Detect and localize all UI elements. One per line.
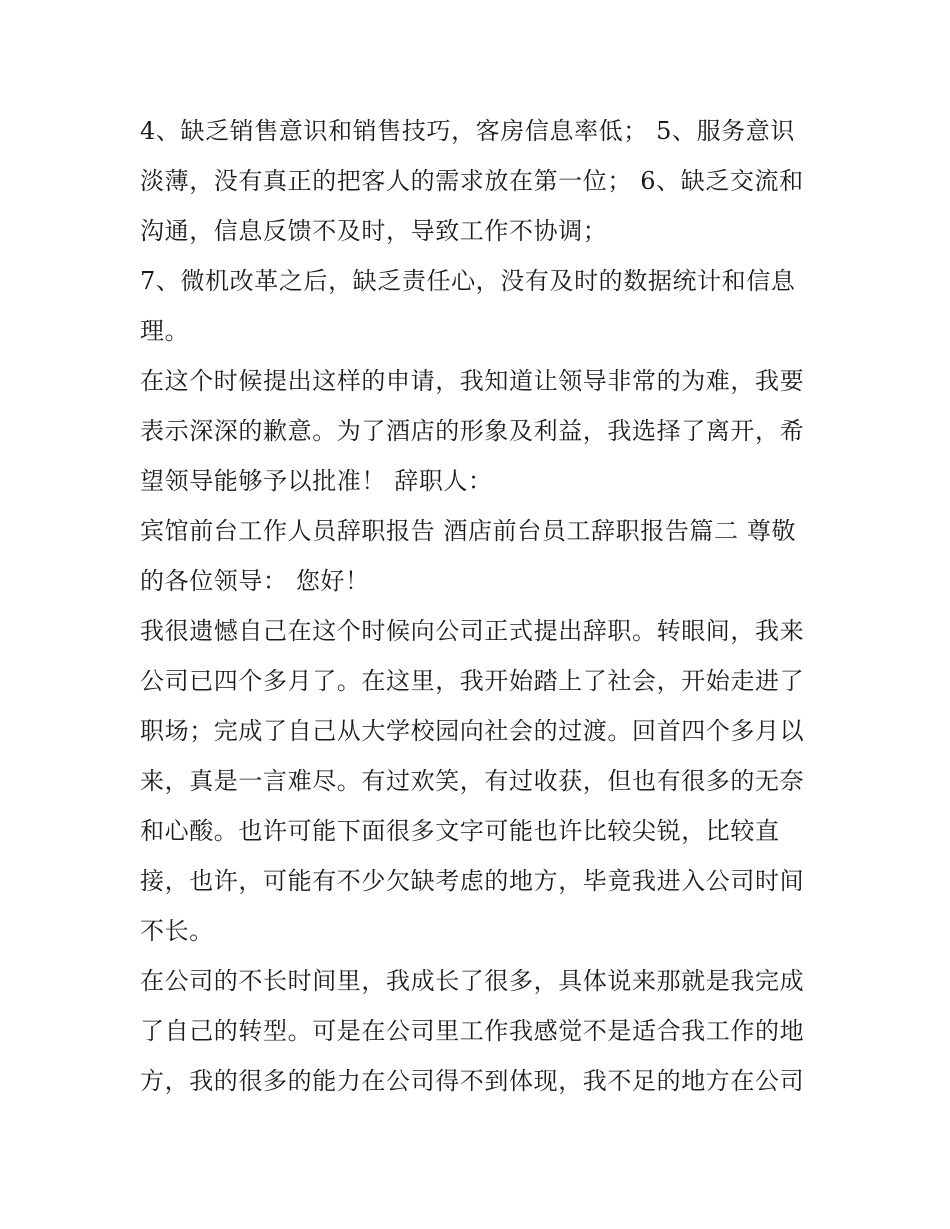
paragraph-growth (140, 956, 840, 1106)
text-line: 理。 (140, 317, 190, 345)
text-line: 表示深深的歉意。为了酒店的形象及利益，我选择了离开，希 (140, 417, 805, 445)
paragraph-apology (140, 356, 840, 506)
paragraph-resignation-intro (140, 606, 840, 956)
text-line: 来，真是一言难尽。有过欢笑，有过收获，但也有很多的无奈 (140, 767, 805, 795)
text-line: 望领导能够予以批准！ 辞职人： (140, 467, 493, 495)
text-line: 在这个时候提出这样的申请，我知道让领导非常的为难，我要 (140, 367, 805, 395)
text-line: 方，我的很多的能力在公司得不到体现，我不足的地方在公司 (140, 1067, 805, 1095)
text-line: 7、微机改革之后，缺乏责任心，没有及时的数据统计和信息 (140, 267, 796, 295)
text-line: 接，也许，可能有不少欠缺考虑的地方，毕竟我进入公司时间 (140, 867, 805, 895)
text-line: 公司已四个多月了。在这里，我开始踏上了社会，开始走进了 (140, 667, 805, 695)
paragraph-report-title (140, 506, 840, 606)
text-line: 的各位领导： 您好！ (140, 567, 370, 595)
paragraph-item-7 (140, 256, 840, 356)
text-line: 4、缺乏销售意识和销售技巧，客房信息率低； 5、服务意识 (140, 117, 795, 145)
paragraph-shortcomings (140, 106, 840, 256)
text-line: 沟通，信息反馈不及时，导致工作不协调； (140, 217, 608, 245)
document-body (140, 106, 840, 1106)
text-line: 职场；完成了自己从大学校园向社会的过渡。回首四个多月以 (140, 717, 805, 745)
text-line: 了自己的转型。可是在公司里工作我感觉不是适合我工作的地 (140, 1017, 805, 1045)
text-line: 我很遗憾自己在这个时候向公司正式提出辞职。转眼间，我来 (140, 617, 805, 645)
text-line: 在公司的不长时间里，我成长了很多，具体说来那就是我完成 (140, 967, 805, 995)
text-line: 淡薄，没有真正的把客人的需求放在第一位； 6、缺乏交流和 (140, 167, 804, 195)
text-line: 宾馆前台工作人员辞职报告 酒店前台员工辞职报告篇二 尊敬 (140, 517, 797, 545)
text-line: 和心酸。也许可能下面很多文字可能也许比较尖锐，比较直 (140, 817, 780, 845)
text-line: 不长。 (140, 917, 214, 945)
